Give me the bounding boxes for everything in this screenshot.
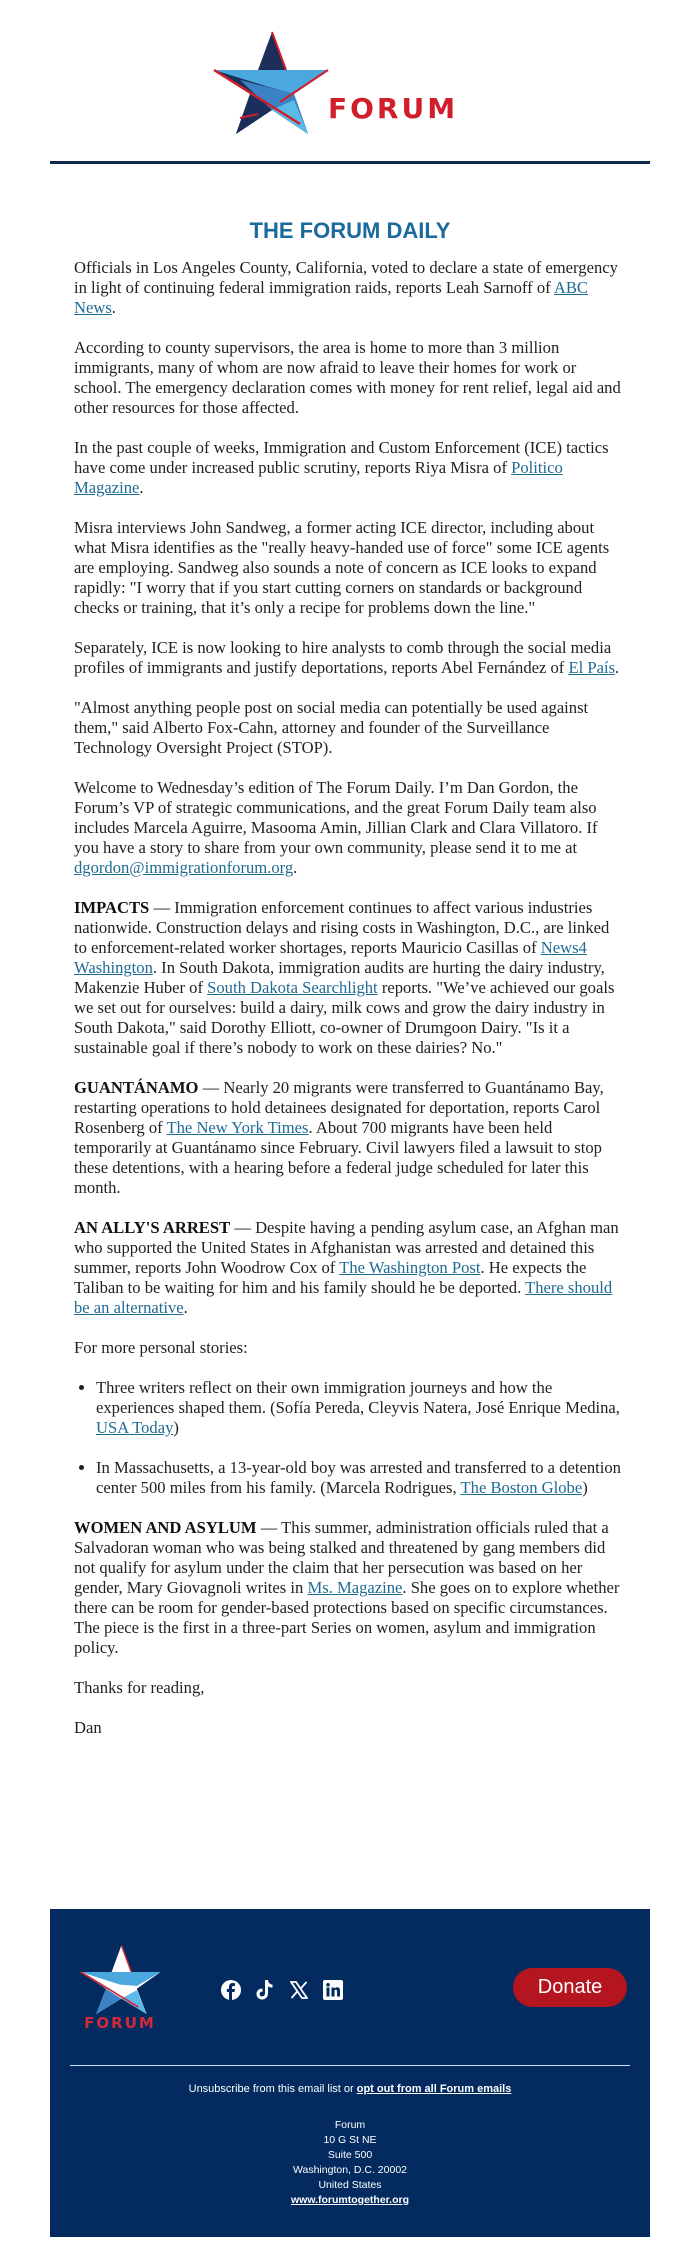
link-nyt[interactable]: The New York Times <box>166 1118 309 1137</box>
header-divider <box>50 161 650 164</box>
footer-logo[interactable] <box>75 1944 165 2044</box>
paragraph: "Almost anything people post on social media can potentially be used against them," said Alberto Fox-Cahn, attorney and founder of the Surveillance Technology Oversight Project (STOP). <box>74 698 589 757</box>
unsubscribe-text: Unsubscribe from this email list or <box>188 2083 357 2095</box>
text: Three writers reflect on their own immigration journeys and how the experiences shaped them. (Sofía Pereda, Cleyvis Natera, José Enrique Medina, <box>96 1378 620 1417</box>
paragraph <box>74 258 626 318</box>
paragraph: According to county supervisors, the area is home to more than 3 million immigrants, many of whom are now afraid to leave their homes for work or school. The emergency declaration comes with money for rent relief, legal aid and other resources for those affected. <box>74 338 621 417</box>
facebook-icon[interactable] <box>220 1979 242 2001</box>
link-el-pais[interactable]: El País <box>568 658 616 677</box>
forum-logo[interactable] <box>210 30 459 140</box>
text: . <box>293 858 298 877</box>
section-guantanamo <box>74 1078 626 1198</box>
section-impacts <box>74 898 626 1058</box>
text: In Massachusetts, a 13-year-old boy was arrested and transferred to a detention center 500 miles from his family. (Marcela Rodrigues, <box>96 1458 621 1497</box>
link-boston-globe[interactable]: The Boston Globe <box>460 1478 583 1497</box>
text: Officials in Los Angeles County, California, voted to declare a state of emergency in light of continuing federal immigration raids, reports Leah Sarnoff of <box>74 258 618 297</box>
list-item <box>96 1458 626 1498</box>
footer <box>50 1909 650 2237</box>
tiktok-icon[interactable] <box>254 1979 276 2001</box>
section-ally <box>74 1218 626 1318</box>
footer-address <box>50 2118 650 2208</box>
section-heading: WOMEN AND ASYLUM <box>74 1518 257 1537</box>
address-org: Forum <box>334 2119 366 2131</box>
linkedin-icon[interactable] <box>322 1979 344 2001</box>
social-links <box>220 1979 344 2001</box>
address-city: Washington, D.C. 20002 <box>292 2164 407 2176</box>
link-email[interactable]: dgordon@immigrationforum.org <box>74 858 294 877</box>
section-heading: AN ALLY'S ARREST <box>74 1218 231 1237</box>
text: — This summer, administration officials ruled that a Salvadoran woman who was being stalked and threatened by gang members did not qualify for asylum under the claim that her persecution was based on her gender, Mary Giovagnoli writes in <box>74 1518 609 1597</box>
section-heading: IMPACTS <box>74 898 150 917</box>
link-usa-today[interactable]: USA Today <box>96 1418 174 1437</box>
paragraph: For more personal stories: <box>74 1338 248 1357</box>
address-street: 10 G St NE <box>323 2134 377 2146</box>
section-heading: GUANTÁNAMO <box>74 1078 199 1097</box>
address-country: United States <box>318 2179 382 2191</box>
link-washington-post[interactable]: The Washington Post <box>339 1258 481 1277</box>
link-politico-magazine[interactable]: Politico Magazine <box>74 458 563 497</box>
text: Separately, ICE is now looking to hire analysts to comb through the social media profiles of immigrants and justify deportations, reports Abel Fernández of <box>74 638 612 677</box>
star-logo-icon <box>75 1944 165 2014</box>
x-icon[interactable] <box>288 1979 310 2001</box>
logo-wordmark: FORUM <box>328 92 459 125</box>
text: . <box>615 658 620 677</box>
text: Welcome to Wednesday’s edition of The Forum Daily. I’m Dan Gordon, the Forum’s VP of strategic communications, and the great Forum Daily team also includes Marcela Aguirre, Masooma Amin, Jillian Clark and Clara Villatoro. If you have a story to share from your own community, please send it to me at <box>74 778 598 857</box>
text: . She goes on to explore whether there can be room for gender-based protections based on specific circumstances. The piece is the first in a three-part Series on women, asylum and immigration policy. <box>74 1578 620 1657</box>
paragraph <box>74 778 626 878</box>
signature: Dan <box>74 1718 102 1737</box>
opt-out-link[interactable]: opt out from all Forum emails <box>356 2083 512 2095</box>
text: . He expects the Taliban to be waiting for him and his family should he be deported. <box>74 1258 587 1297</box>
text: reports. "We’ve achieved our goals we set out for ourselves: build a dairy, milk cows and grow the dairy industry in South Dakota," said Dorothy Elliott, co-owner of Drumgoon Dairy. "Is it a sustainable goal if there’s nobody to work on these dairies? No." <box>74 978 615 1057</box>
sign-off: Thanks for reading, <box>74 1678 205 1697</box>
paragraph <box>74 638 626 678</box>
text: . <box>111 298 116 317</box>
text: — Nearly 20 migrants were transferred to Guantánamo Bay, restarting operations to hold detainees designated for deportation, reports Carol Rosenberg of <box>74 1078 604 1137</box>
footer-divider <box>70 2065 630 2066</box>
text: . <box>139 478 144 497</box>
text: ) <box>582 1478 588 1497</box>
text: In the past couple of weeks, Immigration and Custom Enforcement (ICE) tactics have come under increased public scrutiny, reports Riya Misra of <box>74 438 609 477</box>
link-alternative[interactable]: There should be an alternative <box>74 1278 613 1317</box>
paragraph: Misra interviews John Sandweg, a former acting ICE director, including about what Misra identifies as the "really heavy-handed use of force" some ICE agents are employing. Sandweg also sounds a note of concern as ICE looks to expand rapidly: "I worry that if you start cutting corners on standards or background checks or training, that it’s only a recipe for problems down the line." <box>74 518 610 617</box>
website-link[interactable]: www.forumtogether.org <box>290 2194 410 2206</box>
text: . <box>183 1298 188 1317</box>
text: — Despite having a pending asylum case, an Afghan man who supported the United States in Afghanistan was arrested and detained this summer, reports John Woodrow Cox of <box>74 1218 619 1277</box>
stories-list <box>74 1378 626 1498</box>
link-ms-magazine[interactable]: Ms. Magazine <box>307 1578 403 1597</box>
unsubscribe-line <box>50 2083 650 2095</box>
text: — Immigration enforcement continues to affect various industries nationwide. Construction delays and rising costs in Washington, D.C., are linked to enforcement-related worker shortages, reports Mauricio Casillas of <box>74 898 610 957</box>
link-abc-news[interactable]: ABC News <box>74 278 588 317</box>
star-logo-icon <box>210 30 330 140</box>
address-suite: Suite 500 <box>327 2149 373 2161</box>
section-women <box>74 1518 626 1658</box>
text: . In South Dakota, immigration audits are hurting the dairy industry, Makenzie Huber of <box>74 958 605 997</box>
donate-button[interactable]: Donate <box>513 1968 627 2007</box>
paragraph <box>74 438 626 498</box>
footer-wordmark: FORUM <box>84 2014 156 2032</box>
newsletter-body <box>74 258 626 1758</box>
link-news4-washington[interactable]: News4 Washington <box>74 938 587 977</box>
text: ) <box>173 1418 179 1437</box>
link-south-dakota-searchlight[interactable]: South Dakota Searchlight <box>207 978 378 997</box>
list-item <box>96 1378 626 1438</box>
text: . About 700 migrants have been held temporarily at Guantánamo since February. Civil lawyers filed a lawsuit to stop these detentions, with a hearing before a federal judge scheduled for later this month. <box>74 1118 602 1197</box>
newsletter-title: THE FORUM DAILY <box>249 218 451 243</box>
